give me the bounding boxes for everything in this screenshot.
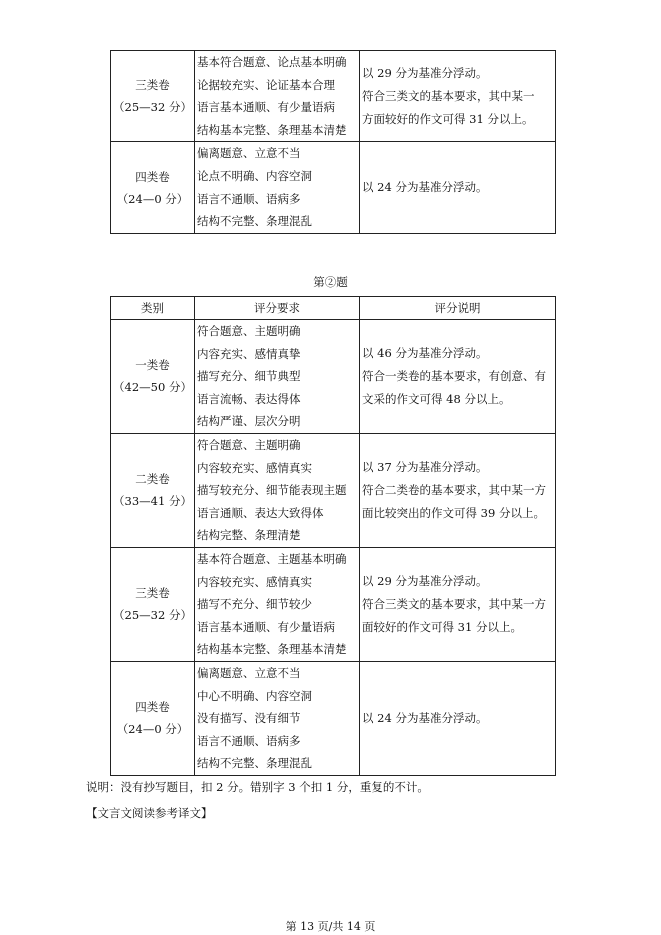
requirement-line: 偏离题意、立意不当 — [197, 665, 301, 680]
note-line: 方面较好的作文可得 31 分以上。 — [362, 111, 534, 126]
note-line: 以 46 分为基准分浮动。 — [362, 345, 488, 360]
category-cell — [111, 547, 195, 661]
score-range: （42—50 分） — [113, 380, 192, 395]
score-range: （25—32 分） — [113, 608, 192, 623]
section-heading: 【文言文阅读参考译文】 — [86, 806, 213, 820]
header-category: 类别 — [111, 297, 195, 320]
header-requirements: 评分要求 — [195, 297, 360, 320]
requirement-line: 结构不完整、条理混乱 — [197, 214, 312, 229]
requirement-line: 结构完整、条理清楚 — [197, 528, 301, 543]
requirement-line: 符合题意、主题明确 — [197, 324, 301, 338]
requirement-line: 描写充分、细节典型 — [197, 369, 301, 384]
category-label: 四类卷 — [135, 169, 170, 184]
note-line: 符合三类文的基本要求，其中某一方 — [362, 596, 546, 611]
score-range: （24—0 分） — [116, 722, 189, 737]
note-line: 符合一类卷的基本要求，有创意、有 — [362, 368, 546, 383]
category-label: 三类卷 — [135, 78, 170, 93]
requirement-line: 内容较充实、感情真实 — [197, 460, 312, 475]
requirements-cell — [195, 547, 360, 661]
table-row — [111, 142, 556, 233]
table-row — [111, 320, 556, 434]
category-cell — [111, 320, 195, 434]
requirements-cell — [195, 320, 360, 434]
note-line: 以 29 分为基准分浮动。 — [362, 573, 488, 588]
requirement-line: 基本符合题意、论点基本明确 — [197, 55, 347, 69]
requirement-line: 符合题意、主题明确 — [197, 437, 301, 452]
notes-cell — [360, 547, 556, 661]
requirement-line: 中心不明确、内容空洞 — [197, 688, 312, 703]
requirement-line: 语言基本通顺、有少量语病 — [197, 100, 335, 115]
note-line: 以 29 分为基准分浮动。 — [362, 65, 488, 80]
requirement-line: 结构严谨、层次分明 — [197, 414, 301, 429]
requirements-cell — [195, 51, 360, 142]
note-line: 以 37 分为基准分浮动。 — [362, 459, 488, 474]
requirement-line: 语言不通顺、语病多 — [197, 733, 301, 748]
score-range: （25—32 分） — [113, 100, 192, 115]
requirement-line: 结构基本完整、条理基本清楚 — [197, 122, 347, 137]
note-line: 以 24 分为基准分浮动。 — [362, 710, 488, 725]
requirement-line: 内容较充实、感情真实 — [197, 574, 312, 589]
grading-table — [110, 296, 556, 776]
requirement-line: 偏离题意、立意不当 — [197, 146, 301, 161]
table-row — [111, 661, 556, 775]
requirement-line: 结构基本完整、条理基本清楚 — [197, 642, 347, 657]
note-line: 面比较突出的作文可得 39 分以上。 — [362, 505, 545, 520]
requirement-line: 语言通顺、表达大致得体 — [197, 505, 324, 520]
category-cell — [111, 661, 195, 775]
category-label: 三类卷 — [135, 586, 170, 601]
notes-cell — [360, 142, 556, 233]
requirement-line: 描写不充分、细节较少 — [197, 597, 312, 612]
question-subtitle: 第②题 — [313, 275, 348, 289]
score-range: （24—0 分） — [116, 191, 189, 206]
notes-cell — [360, 51, 556, 142]
scoring-footnote: 说明：没有抄写题目，扣 2 分。错别字 3 个扣 1 分，重复的不计。 — [86, 780, 429, 794]
category-cell — [111, 51, 195, 142]
requirement-line: 语言流畅、表达得体 — [197, 391, 301, 406]
table-row — [111, 433, 556, 547]
table-header-row — [111, 297, 556, 320]
notes-cell — [360, 661, 556, 775]
note-line: 面较好的作文可得 31 分以上。 — [362, 619, 522, 634]
note-line: 文采的作文可得 48 分以上。 — [362, 391, 511, 406]
requirement-line: 论点不明确、内容空洞 — [197, 168, 312, 183]
grading-table-continued — [110, 50, 556, 234]
notes-cell — [360, 433, 556, 547]
page-number: 第 13 页/共 14 页 — [285, 920, 376, 933]
requirements-cell — [195, 433, 360, 547]
requirements-cell — [195, 142, 360, 233]
requirements-cell — [195, 661, 360, 775]
notes-cell — [360, 320, 556, 434]
requirement-line: 基本符合题意、主题基本明确 — [197, 551, 347, 566]
note-line: 以 24 分为基准分浮动。 — [362, 180, 488, 195]
category-cell — [111, 433, 195, 547]
requirement-line: 论据较充实、论证基本合理 — [197, 77, 335, 92]
requirement-line: 语言不通顺、语病多 — [197, 191, 301, 206]
requirement-line: 语言基本通顺、有少量语病 — [197, 619, 335, 634]
category-label: 二类卷 — [135, 472, 170, 487]
requirement-line: 描写较充分、细节能表现主题 — [197, 483, 347, 498]
category-label: 一类卷 — [135, 358, 170, 373]
score-range: （33—41 分） — [113, 494, 192, 509]
requirement-line: 没有描写、没有细节 — [197, 711, 301, 726]
note-line: 符合二类卷的基本要求，其中某一方 — [362, 482, 546, 497]
requirement-line: 内容充实、感情真挚 — [197, 346, 301, 361]
table-row — [111, 51, 556, 142]
category-label: 四类卷 — [135, 700, 170, 715]
requirement-line: 结构不完整、条理混乱 — [197, 756, 312, 771]
category-cell — [111, 142, 195, 233]
table-row — [111, 547, 556, 661]
header-notes: 评分说明 — [360, 297, 556, 320]
note-line: 符合三类文的基本要求，其中某一 — [362, 88, 535, 103]
